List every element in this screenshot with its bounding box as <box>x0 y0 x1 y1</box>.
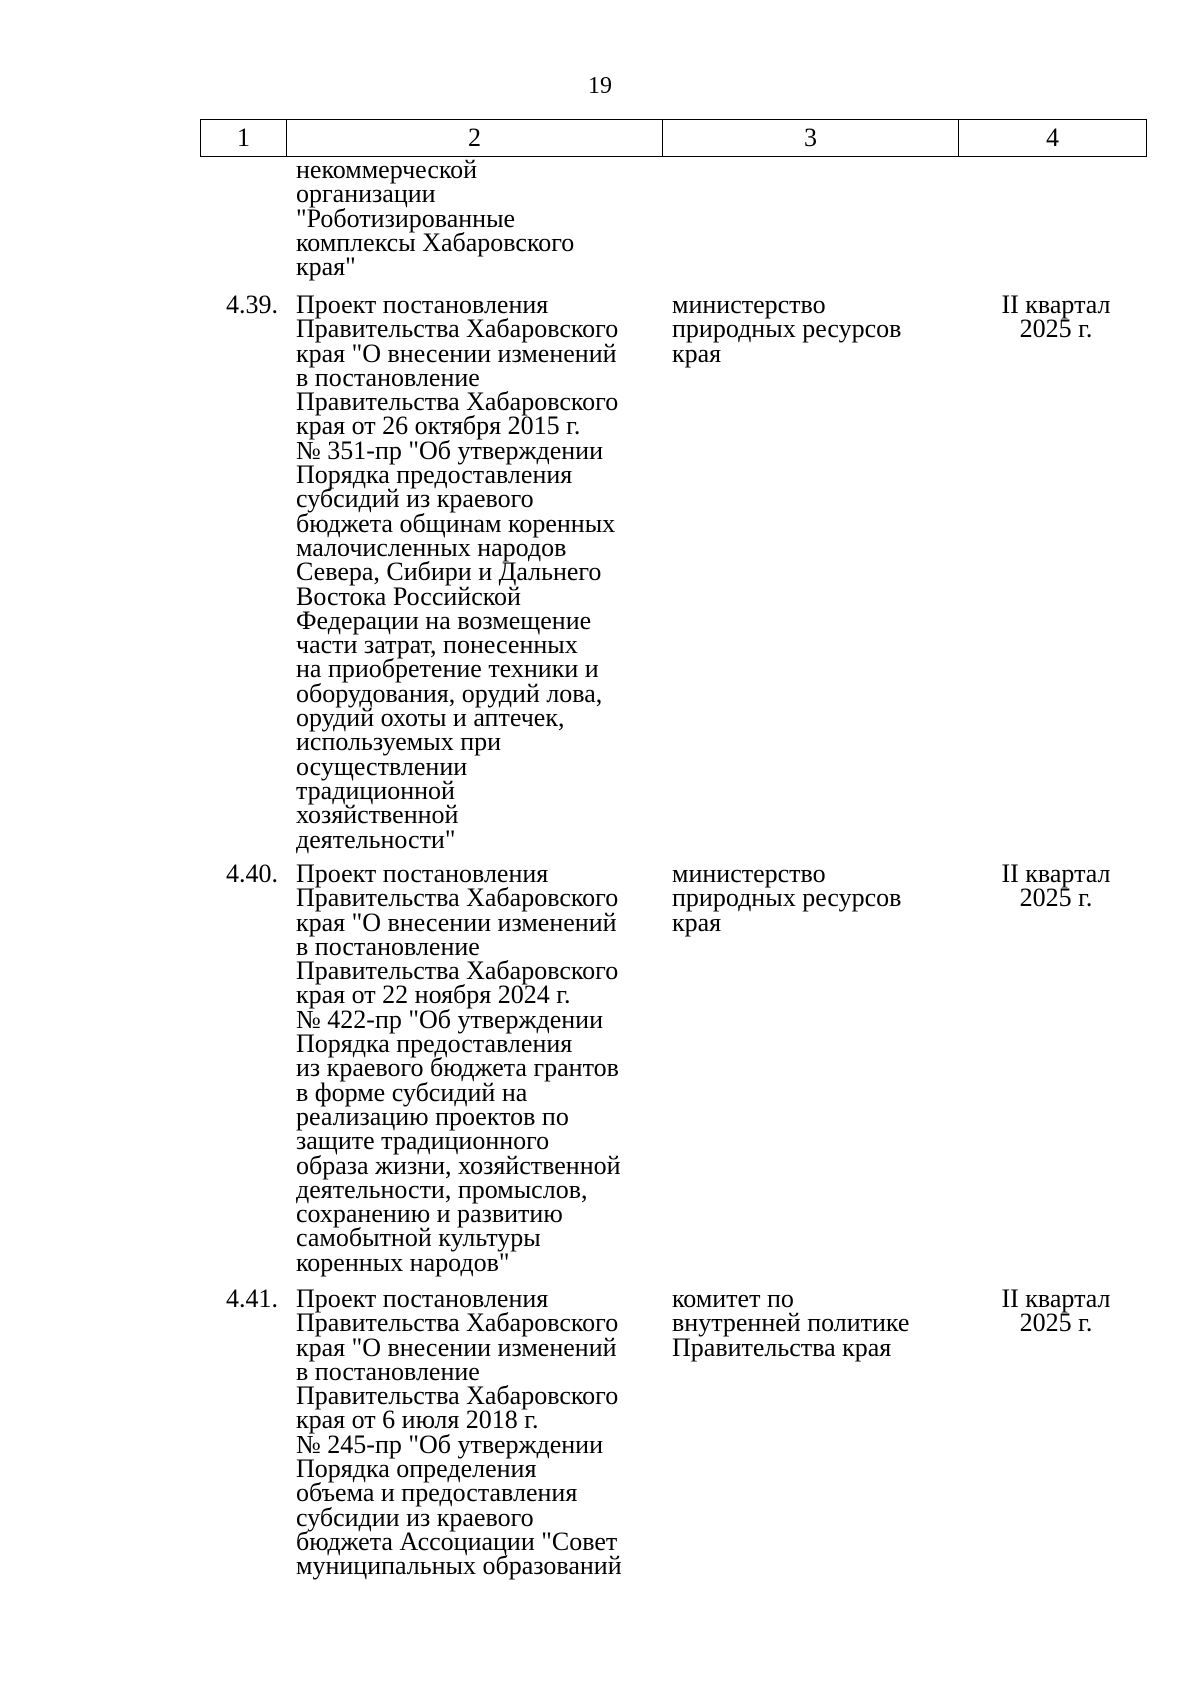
row-number: 4.39. <box>226 290 278 319</box>
row-description: Проект постановления Правительства Хабаровского края "О внесении изменений в постановление Правительства Хабаровского края от 26 октября 2015 г. № 351-пр "Об утверждении Порядка предоставления субсидий из краевого бюджета общинам коренных малочисленных народов Севера, Сибири и Дальнего Востока Российской Федерации на возмещение части затрат, понесенных на приобретение техники и оборудования, орудий лова, орудий охоты и аптечек, используемых при осуществлении традиционной хозяйственной деятельности" <box>296 290 619 854</box>
continuation-description: некоммерческой организации "Роботизированные комплексы Хабаровского края" <box>296 155 575 282</box>
column-header-3: 3 <box>663 120 959 157</box>
column-header-1: 1 <box>201 120 287 157</box>
row-number: 4.41. <box>226 1284 278 1313</box>
row-description: Проект постановления Правительства Хабаровского края "О внесении изменений в постановление Правительства Хабаровского края от 6 июля 2018 г. № 245-пр "Об утверждении Порядка определения объема и предоставления субсидии из краевого бюджета Ассоциации "Совет муниципальных образований <box>296 1284 622 1581</box>
column-header-2: 2 <box>287 120 663 157</box>
row-deadline: II квартал 2025 г. <box>1001 290 1111 344</box>
row-deadline: II квартал 2025 г. <box>1001 859 1111 913</box>
row-description: Проект постановления Правительства Хабаровского края "О внесении изменений в постановление Правительства Хабаровского края от 22 ноября 2024 г. № 422-пр "Об утверждении Порядка предоставления из краевого бюджета грантов в форме субсидий на реализацию проектов по защите традиционного образа жизни, хозяйственной деятельности, промыслов, сохранению и развитию самобытной культуры коренных народов" <box>296 859 621 1277</box>
row-responsible: министерство природных ресурсов края <box>672 859 902 937</box>
row-responsible: комитет по внутренней политике Правительства края <box>672 1284 910 1362</box>
row-deadline: II квартал 2025 г. <box>1001 1284 1111 1338</box>
row-responsible: министерство природных ресурсов края <box>672 290 902 368</box>
page-number: 19 <box>588 73 612 99</box>
table-header <box>200 119 1147 157</box>
column-header-4: 4 <box>959 120 1147 157</box>
row-number: 4.40. <box>226 859 278 888</box>
